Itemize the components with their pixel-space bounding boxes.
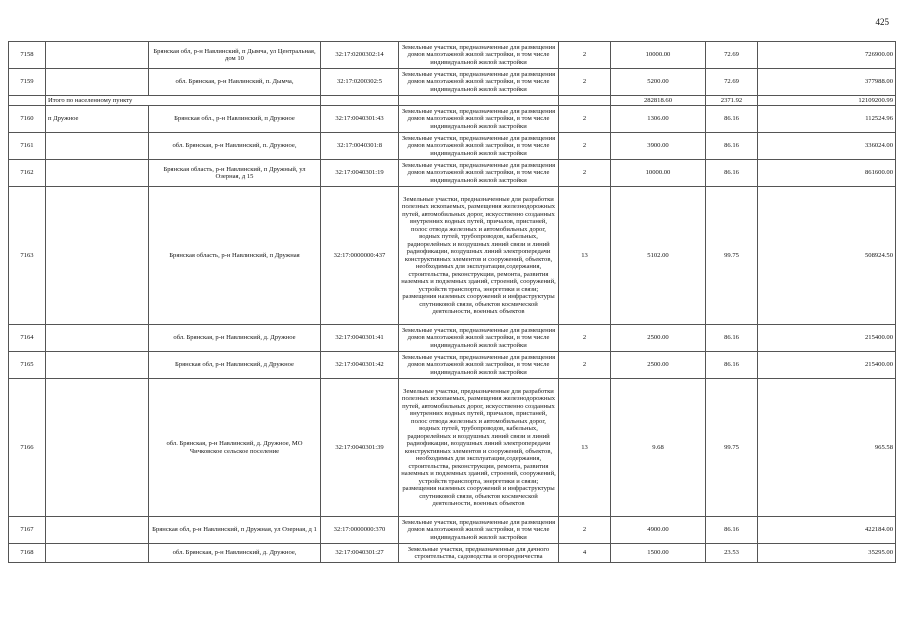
category-code: 13 [559,187,611,325]
cadastral-value: 422184.00 [758,517,896,544]
area-cell: 5200.00 [611,69,706,96]
land-use-cell: Земельные участки, предназначенные для размещения домов малоэтажной жилой застройки, в том числе индивидуальной жилой застройки [399,517,559,544]
table-row [9,379,896,517]
cadastral-number: 32:17:0000000:370 [321,517,399,544]
cadastral-value: 336024.00 [758,133,896,160]
cadastral-value: 965.58 [758,379,896,517]
land-use-cell: Земельные участки, предназначенные для размещения домов малоэтажной жилой застройки, в том числе индивидуальной жилой застройки [399,69,559,96]
row-number: 7165 [9,352,46,379]
rate-cell: 23.53 [706,544,758,563]
table-row [9,187,896,325]
total-rate-cell: 2371.92 [706,96,758,106]
empty-cell [559,96,611,106]
row-number: 7164 [9,325,46,352]
page-number: 425 [875,17,889,27]
category-code: 4 [559,544,611,563]
land-use-cell: Земельные участки, предназначенные для разработки полезных ископаемых, размещения железнодорожных путей, автомобильных дорог, искусственно созданных внутренних водных путей, причалов, пристаней, полос отвода железных и автомобильных дорог, водных путей, трубопроводов, кабельных, радиорелейных и воздушных линий связи и линий радиофикации, воздушных линий электропередачи конструктивных элементов и сооружений, объектов, необходимых для эксплуатации,содержания, строительства, реконструкции, ремонта, развития наземных и подземных зданий, строений, сооружений, устройств транспорта, энергетики и связи; размещения наземных сооружений и инфраструктуры спутниковой связи, объектов космической деятельности, военных объектов [399,187,559,325]
land-use-cell: Земельные участки, предназначенные для размещения домов малоэтажной жилой застройки, в том числе индивидуальной жилой застройки [399,160,559,187]
table-row [9,544,896,563]
cadastral-number: 32:17:0040301:19 [321,160,399,187]
land-use-cell: Земельные участки, предназначенные для дачного строительства, садоводства и огородничества [399,544,559,563]
cadastral-value: 112524.96 [758,106,896,133]
category-code: 2 [559,160,611,187]
category-code: 2 [559,325,611,352]
row-number: 7160 [9,106,46,133]
rate-cell: 86.16 [706,106,758,133]
category-code: 2 [559,106,611,133]
rate-cell: 86.16 [706,352,758,379]
table-row [9,160,896,187]
rate-cell: 86.16 [706,325,758,352]
settlement-name [46,352,149,379]
row-number: 7161 [9,133,46,160]
settlement-name [46,69,149,96]
area-cell: 1306.00 [611,106,706,133]
area-cell: 1500.00 [611,544,706,563]
land-register-table [8,41,896,563]
address-cell: обл. Брянская, р-н Навлинский, п. Дымча, [149,69,321,96]
rate-cell: 72.69 [706,69,758,96]
land-use-cell: Земельные участки, предназначенные для размещения домов малоэтажной жилой застройки, в том числе индивидуальной жилой застройки [399,133,559,160]
land-use-cell: Земельные участки, предназначенные для размещения домов малоэтажной жилой застройки, в том числе индивидуальной жилой застройки [399,325,559,352]
category-code: 13 [559,379,611,517]
cadastral-value: 215400.00 [758,352,896,379]
area-cell: 2500.00 [611,352,706,379]
cadastral-value: 508924.50 [758,187,896,325]
table-row [9,106,896,133]
total-label: Итого по населенному пункту [46,96,321,106]
empty-cell [399,96,559,106]
cadastral-number: 32:17:0040301:41 [321,325,399,352]
settlement-name [46,133,149,160]
settlement-name [46,325,149,352]
cadastral-number: 32:17:0200302:14 [321,42,399,69]
cadastral-number: 32:17:0040301:27 [321,544,399,563]
address-cell: обл. Брянская, р-н Навлинский, д. Дружное [149,325,321,352]
settlement-name [46,544,149,563]
table-row [9,133,896,160]
row-number: 7163 [9,187,46,325]
address-cell: обл. Брянская, р-н Навлинский, д. Дружное, МО Чичковское сельское поселение [149,379,321,517]
cadastral-number: 32:17:0000000:437 [321,187,399,325]
cadastral-value: 215400.00 [758,325,896,352]
area-cell: 2500.00 [611,325,706,352]
settlement-name [46,187,149,325]
rate-cell: 86.16 [706,517,758,544]
table-row [9,325,896,352]
total-row [9,96,896,106]
address-cell: Брянская обл., р-н Навлинский, п Дружное [149,106,321,133]
area-cell: 9.68 [611,379,706,517]
settlement-name: п Дружное [46,106,149,133]
area-cell: 5102.00 [611,187,706,325]
cadastral-value: 726900.00 [758,42,896,69]
total-area-cell: 282818.60 [611,96,706,106]
rate-cell: 72.69 [706,42,758,69]
settlement-name [46,160,149,187]
rate-cell: 99.75 [706,187,758,325]
category-code: 2 [559,517,611,544]
rate-cell: 86.16 [706,160,758,187]
land-use-cell: Земельные участки, предназначенные для размещения домов малоэтажной жилой застройки, в том числе индивидуальной жилой застройки [399,352,559,379]
row-number: 7162 [9,160,46,187]
address-cell: обл. Брянская, р-н Навлинский, п. Дружное, [149,133,321,160]
table-row [9,69,896,96]
rate-cell: 86.16 [706,133,758,160]
area-cell: 3900.00 [611,133,706,160]
cadastral-number: 32:17:0040301:39 [321,379,399,517]
row-number: 7168 [9,544,46,563]
land-use-cell: Земельные участки, предназначенные для разработки полезных ископаемых, размещения железнодорожных путей, автомобильных дорог, искусственно созданных внутренних водных путей, причалов, пристаней, полос отвода железных и автомобильных дорог, водных путей, трубопроводов, кабельных, радиорелейных и воздушных линий связи и линий радиофикации, воздушных линий электропередачи конструктивных элементов и сооружений, объектов, необходимых для эксплуатации,содержания, строительства, реконструкции, ремонта, развития наземных и подземных зданий, строений, сооружений, устройств транспорта, энергетики и связи; размещения наземных сооружений и инфраструктуры спутниковой связи, объектов космической деятельности, военных объектов [399,379,559,517]
settlement-name [46,379,149,517]
category-code: 2 [559,42,611,69]
category-code: 2 [559,133,611,160]
address-cell: Брянская обл, р-н Навлинский, п Дружная, ул Озерная, д 1 [149,517,321,544]
settlement-name [46,517,149,544]
empty-cell [9,96,46,106]
address-cell: Брянская область, р-н Навлинский, п Дружная [149,187,321,325]
cadastral-value: 35295.00 [758,544,896,563]
cadastral-number: 32:17:0040301:8 [321,133,399,160]
empty-cell [321,96,399,106]
row-number: 7167 [9,517,46,544]
row-number: 7159 [9,69,46,96]
rate-cell: 99.75 [706,379,758,517]
cadastral-number: 32:17:0040301:43 [321,106,399,133]
address-cell: обл. Брянская, р-н Навлинский, д. Дружное, [149,544,321,563]
area-cell: 4900.00 [611,517,706,544]
land-use-cell: Земельные участки, предназначенные для размещения домов малоэтажной жилой застройки, в том числе индивидуальной жилой застройки [399,106,559,133]
cadastral-number: 32:17:0200302:5 [321,69,399,96]
settlement-name [46,42,149,69]
category-code: 2 [559,69,611,96]
address-cell: Брянская область, р-н Навлинский, п Дружный, ул Озерная, д 15 [149,160,321,187]
row-number: 7166 [9,379,46,517]
table-row [9,517,896,544]
table-row [9,352,896,379]
category-code: 2 [559,352,611,379]
address-cell: Брянская обл, р-н Навлинский, п Дымча, ул Центральная, дом 10 [149,42,321,69]
address-cell: Брянская обл, р-н Навлинский, д Дружное [149,352,321,379]
area-cell: 10000.00 [611,42,706,69]
area-cell: 10000.00 [611,160,706,187]
table-row [9,42,896,69]
land-use-cell: Земельные участки, предназначенные для размещения домов малоэтажной жилой застройки, в том числе индивидуальной жилой застройки [399,42,559,69]
cadastral-value: 377988.00 [758,69,896,96]
total-cadastral-value: 12109200.99 [758,96,896,106]
cadastral-value: 861600.00 [758,160,896,187]
row-number: 7158 [9,42,46,69]
cadastral-number: 32:17:0040301:42 [321,352,399,379]
